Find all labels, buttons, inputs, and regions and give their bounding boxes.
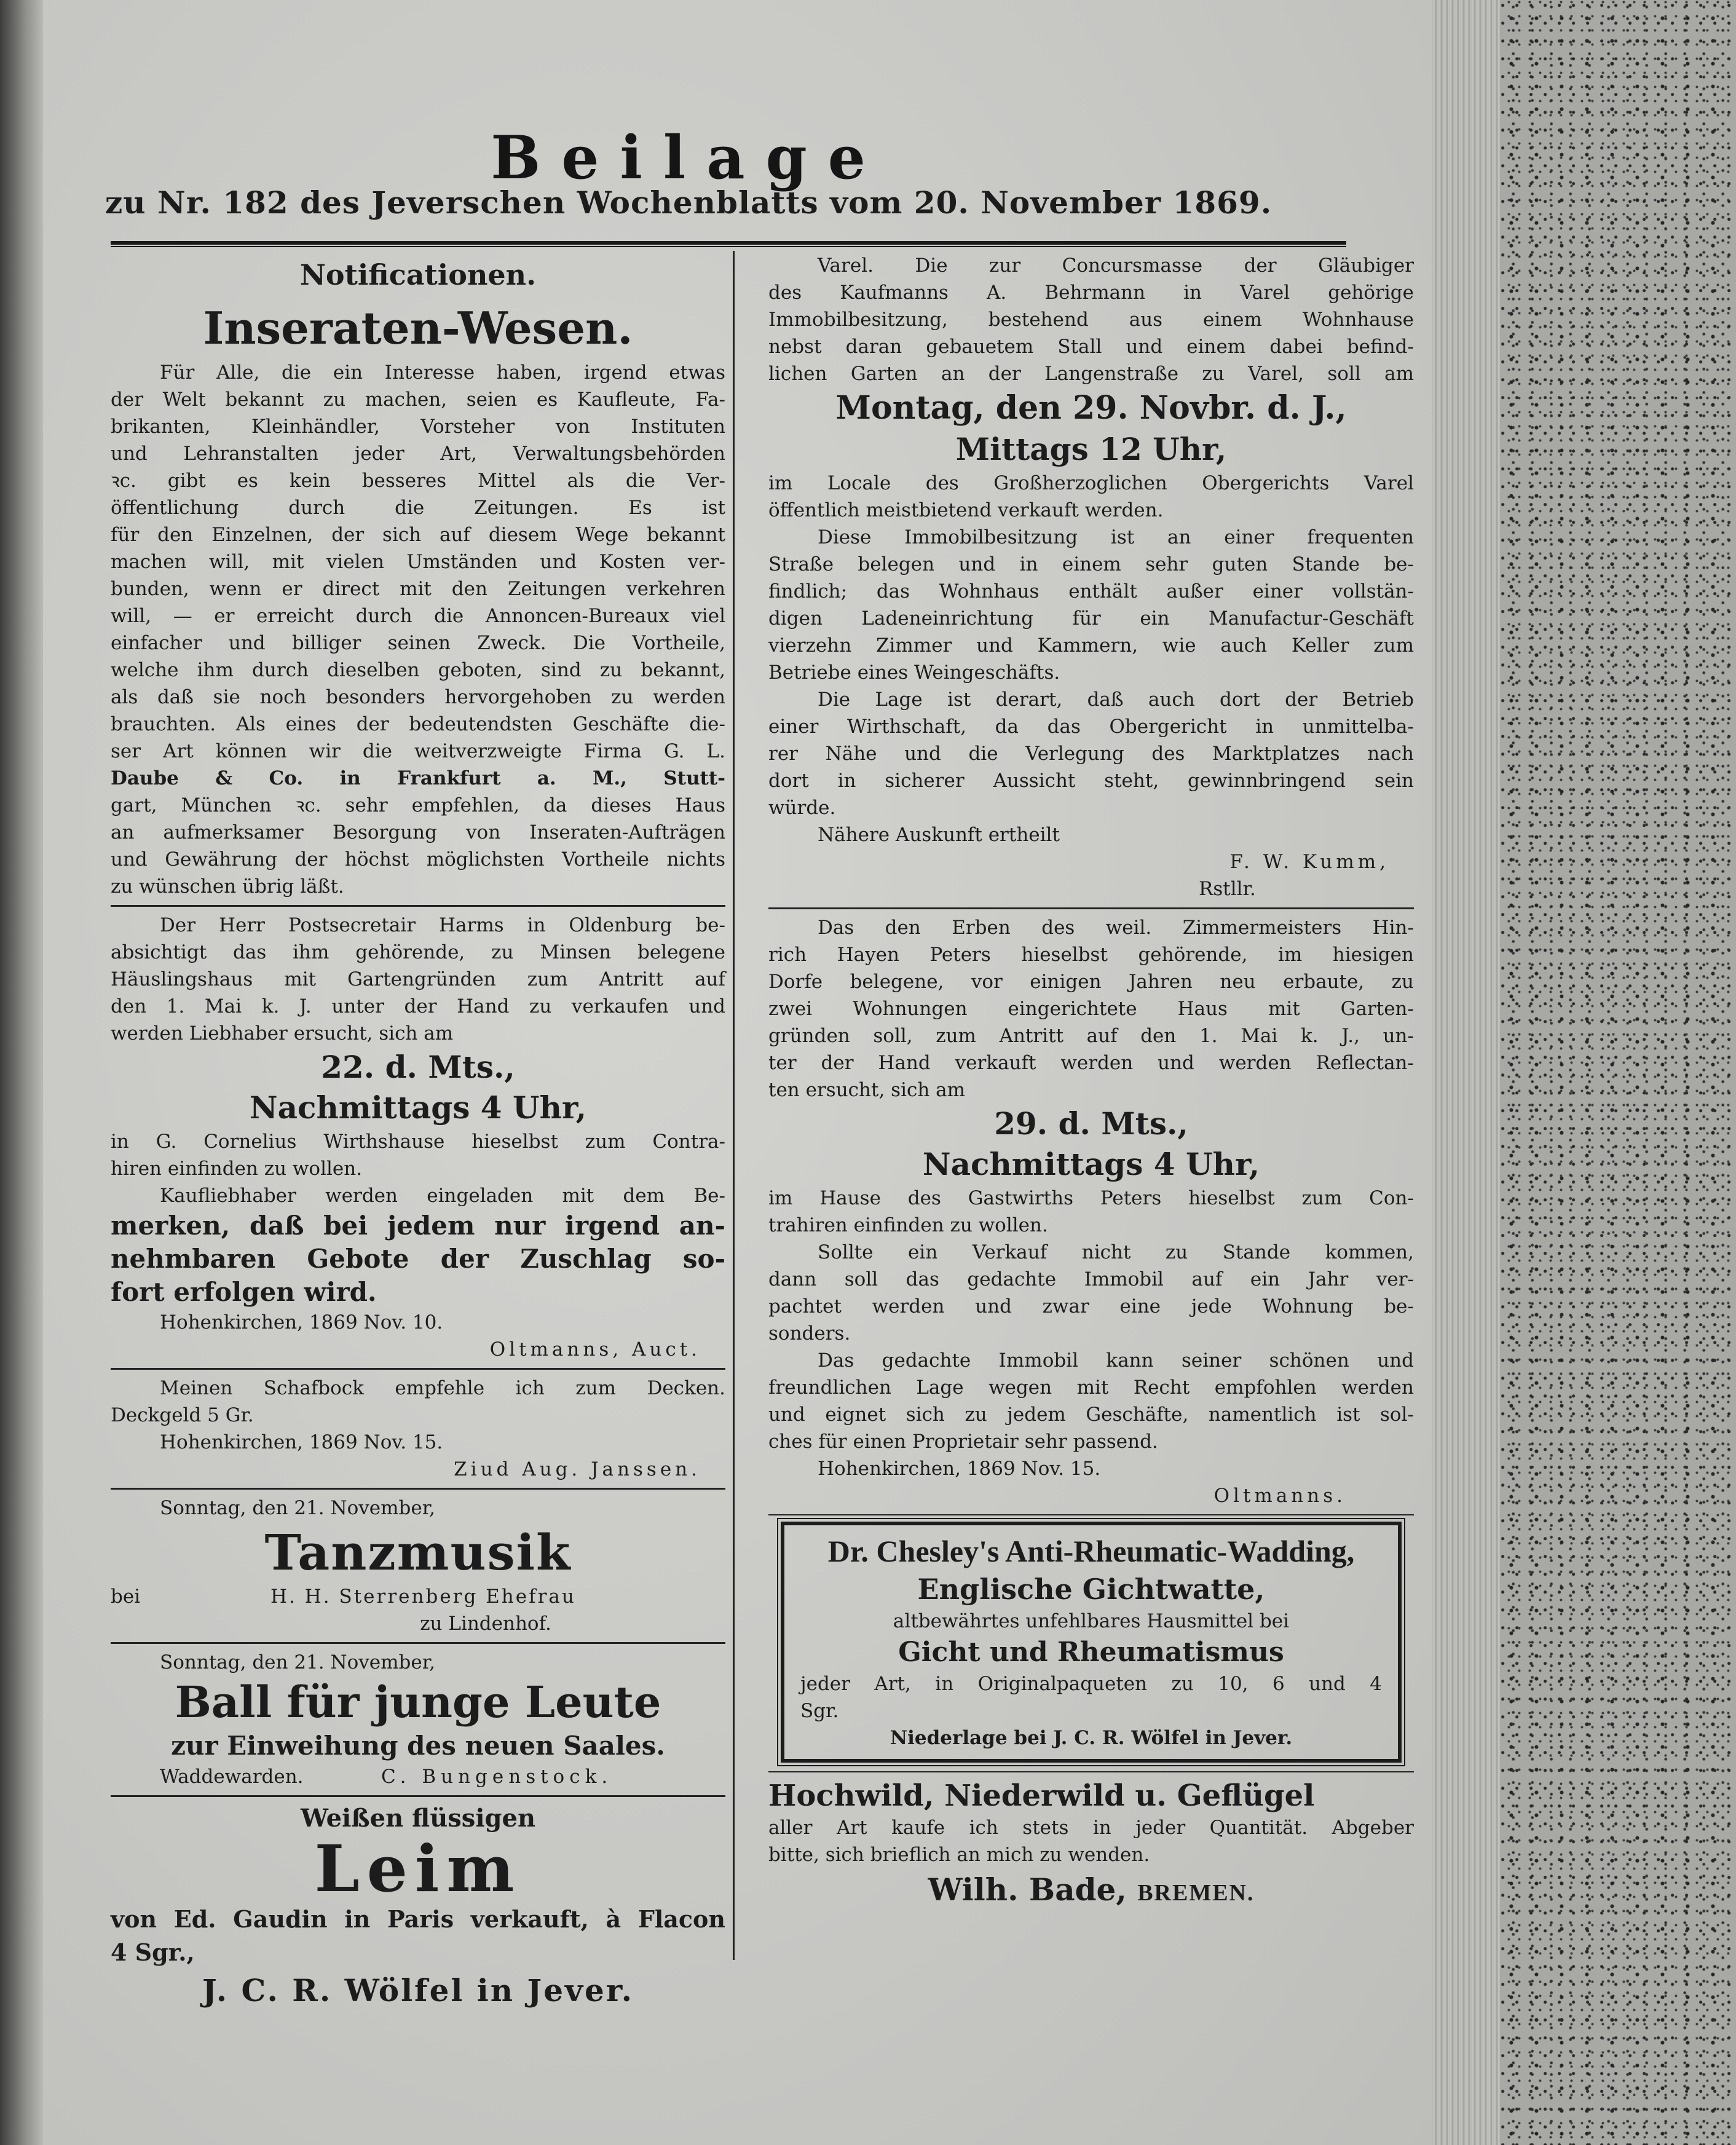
bold-line: von Ed. Gaudin in Paris verkauft, à Flacon <box>111 1905 725 1933</box>
text-line: Kaufliebhaber werden eingeladen mit dem Be- <box>160 1185 725 1207</box>
signature: F. W. Kumm, <box>1229 851 1389 873</box>
text-line: brauchten. Als eines der bedeutendsten Geschäfte die- <box>111 713 725 735</box>
text-line: und Gewährung der höchst möglichsten Vortheile nichts <box>111 848 725 871</box>
text-line: trahiren einfinden zu wollen. <box>768 1214 1048 1236</box>
dateline: Hohenkirchen, 1869 Nov. 15. <box>160 1431 443 1453</box>
text-line: brikanten, Kleinhändler, Vorsteher von Instituten <box>111 416 725 438</box>
masthead-title: Beilage <box>491 123 886 192</box>
harms-date: 22. d. Mts., <box>321 1049 515 1085</box>
chesley-depot: Niederlage bei J. C. R. Wölfel in Jever. <box>890 1727 1293 1749</box>
section-rule <box>111 905 725 907</box>
text-line: Betriebe eines Weingeschäfts. <box>768 662 1060 684</box>
text-line: ten ersucht, sich am <box>768 1079 966 1101</box>
inseraten-notice <box>111 359 725 900</box>
leim-notice <box>111 1802 725 2012</box>
text-line: altbewährtes unfehlbares Hausmittel bei <box>893 1610 1290 1632</box>
text-line: Das den Erben des weil. Zimmermeisters Hin- <box>818 917 1414 939</box>
ball-host-row <box>111 1763 725 1790</box>
notifications-heading: Notificationen. <box>299 258 537 291</box>
bold-line: merken, daß bei jedem nur irgend an- <box>111 1211 725 1241</box>
page-content <box>43 0 1432 2145</box>
harms-time: Nachmittags 4 Uhr, <box>249 1089 587 1126</box>
hochwild-title: Hochwild, Niederwild u. Geflügel <box>768 1779 1315 1813</box>
section-rule <box>111 1642 725 1644</box>
text-line: zu wünschen übrig läßt. <box>111 875 344 898</box>
bade-city: BREMEN. <box>1137 1880 1255 1906</box>
signature: Ziud Aug. Janssen. <box>454 1458 701 1480</box>
text-line: findlich; das Wohnhaus enthält außer einer vollstän- <box>768 580 1414 602</box>
varel-time: Mittags 12 Uhr, <box>955 431 1227 467</box>
bade-signature <box>768 1868 1414 1914</box>
varel-date: Montag, den 29. Novbr. d. J., <box>835 389 1347 427</box>
text-line: zwei Wohnungen eingerichtete Haus mit Garten- <box>768 998 1414 1020</box>
ball-subtitle: zur Einweihung des neuen Saales. <box>171 1731 665 1761</box>
text-line: Immobilbesitzung, bestehend aus einem Wohnhause <box>768 309 1414 331</box>
text-line: Straße belegen und in einem sehr guten Stande be- <box>768 553 1414 575</box>
chesley-subtitle: Englische Gichtwatte, <box>917 1573 1265 1606</box>
tanz-date: Sonntag, den 21. November, <box>160 1497 435 1519</box>
text-line: Daube & Co. in Frankfurt a. M., Stutt- <box>111 767 725 789</box>
chesley-gicht: Gicht und Rheumatismus <box>898 1637 1284 1668</box>
text-line: Das gedachte Immobil kann seiner schönen und <box>818 1349 1414 1372</box>
ball-host: C. Bungenstock. <box>381 1766 613 1788</box>
varel-auskunft: Nähere Auskunft ertheilt <box>818 824 1060 846</box>
text-line: Häuslingshaus mit Gartengründen zum Antritt auf <box>111 968 725 990</box>
column-divider <box>733 251 735 1960</box>
ball-notice <box>111 1649 725 1790</box>
signature: Oltmanns, Auct. <box>489 1338 701 1361</box>
text-line: öffentlich meistbietend verkauft werden. <box>768 499 1164 521</box>
bold-line: fort erfolgen wird. <box>111 1277 377 1307</box>
text-line: vierzehn Zimmer und Kammern, wie auch Keller zum <box>768 634 1414 657</box>
text-line: dann soll das gedachte Immobil auf ein Jahr ver- <box>768 1268 1414 1290</box>
ball-title: Ball für junge Leute <box>175 1677 661 1728</box>
text-line: sonders. <box>768 1322 851 1345</box>
text-line: gart, München ꝛc. sehr empfehlen, da dieses Haus <box>111 794 725 816</box>
text-line: absichtigt das ihm gehörende, zu Minsen belegene <box>111 941 725 963</box>
text-line: den 1. Mai k. J. unter der Hand zu verkaufen und <box>111 995 725 1017</box>
ball-place: Waddewarden. <box>160 1766 304 1788</box>
text-line: digen Ladeneinrichtung für ein Manufactur-Geschäft <box>768 607 1414 630</box>
text-line: Der Herr Postsecretair Harms in Oldenburg be- <box>160 914 725 936</box>
harms-notice <box>111 912 725 1363</box>
text-line: öffentlichung durch die Zeitungen. Es ist <box>111 497 725 519</box>
text-line: und eignet sich zu jedem Geschäfte, namentlich ist sol- <box>768 1404 1414 1426</box>
tanz-title: Tanzmusik <box>264 1523 572 1581</box>
text-line: und Lehranstalten jeder Art, Verwaltungsbehörden <box>111 443 725 465</box>
text-line: aller Art kaufe ich stets in jeder Quantität. Abgeber <box>768 1817 1414 1839</box>
peters-notice <box>768 914 1414 1509</box>
text-line: freundlichen Lage wegen mit Recht empfohlen werden <box>768 1377 1414 1399</box>
text-line: Diese Immobilbesitzung ist an einer frequenten <box>818 526 1414 548</box>
text-line: einfacher und billiger seinen Zweck. Die Vortheile, <box>111 632 725 654</box>
text-line: ꝛc. gibt es kein besseres Mittel als die Ver- <box>111 470 725 492</box>
hochwild-advert <box>768 1777 1414 1914</box>
text-line: Deckgeld 5 Gr. <box>111 1404 254 1426</box>
text-line: gründen soll, zum Antritt auf den 1. Mai k. J., un- <box>768 1025 1414 1047</box>
section-rule <box>111 1795 725 1797</box>
text-line: rer Nähe und die Verlegung des Marktplatzes nach <box>768 743 1414 765</box>
leim-seller: J. C. R. Wölfel in Jever. <box>202 1972 634 2009</box>
text-line: werden Liebhaber ersucht, sich am <box>111 1022 454 1045</box>
section-rule <box>768 907 1414 909</box>
text-line: nebst daran gebauetem Stall und einem dabei befind- <box>768 336 1414 358</box>
text-line: jeder Art, in Originalpaqueten zu 10, 6 und 4 <box>800 1673 1382 1695</box>
leim-title: Leim <box>314 1831 522 1906</box>
text-line: pachtet werden und zwar eine jede Wohnung be- <box>768 1295 1414 1317</box>
text-line: als daß sie noch besonders hervorgehoben zu werden <box>111 686 725 708</box>
peters-time: Nachmittags 4 Uhr, <box>922 1146 1260 1182</box>
right-column <box>768 252 1414 1914</box>
speckled-book-edge <box>1500 0 1736 2145</box>
text-line: bunden, wenn er direct mit den Zeitungen verkehren <box>111 578 725 600</box>
section-rule <box>111 1488 725 1490</box>
text-line: ter der Hand verkauft werden und werden Reflectan- <box>768 1052 1414 1074</box>
text-line: Sgr. <box>800 1700 839 1722</box>
text-line: bitte, sich brieflich an mich zu wenden. <box>768 1844 1150 1866</box>
text-line: Sollte ein Verkauf nicht zu Stande kommen, <box>818 1241 1414 1263</box>
text-line: des Kaufmanns A. Behrmann in Varel gehörige <box>768 282 1414 304</box>
page-stack-edge <box>1432 0 1500 2145</box>
chesley-advert <box>781 1522 1402 1763</box>
varel-signer-title: Rstllr. <box>1199 878 1256 900</box>
leim-pre: Weißen flüssigen <box>300 1804 536 1833</box>
varel-notice <box>768 252 1414 903</box>
text-line: an aufmerksamer Besorgung von Inseraten-Aufträgen <box>111 821 725 843</box>
dateline: Hohenkirchen, 1869 Nov. 15. <box>818 1458 1101 1480</box>
text-line: einer Wirthschaft, da das Obergericht in unmittelba- <box>768 716 1414 738</box>
text-line: in G. Cornelius Wirthshause hieselbst zum Contra- <box>111 1131 725 1153</box>
text-line: der Welt bekannt zu machen, seien es Kaufleute, Fa- <box>111 389 725 411</box>
section-rule <box>768 1771 1414 1772</box>
signature: Oltmanns. <box>1213 1485 1346 1507</box>
text-line: für den Einzelnen, der sich auf diesem Wege bekannt <box>111 524 725 546</box>
section-rule <box>111 1368 725 1370</box>
text-line: Varel. Die zur Concursmasse der Gläubiger <box>818 255 1414 277</box>
text-line: will, — er erreicht durch die Annoncen-Bureaux viel <box>111 605 725 627</box>
bold-line: 4 Sgr., <box>111 1938 195 1966</box>
inseraten-heading: Inseraten-Wesen. <box>203 302 633 354</box>
text-line: Dorfe belegene, vor einigen Jahren neu erbaute, zu <box>768 971 1414 993</box>
dateline: Hohenkirchen, 1869 Nov. 10. <box>160 1311 443 1333</box>
text-line: hiren einfinden zu wollen. <box>111 1158 363 1180</box>
text-line: Die Lage ist derart, daß auch dort der Betrieb <box>818 689 1414 711</box>
schafbock-notice <box>111 1375 725 1483</box>
text-line: im Hause des Gastwirths Peters hieselbst zum Con- <box>768 1187 1414 1209</box>
section-rule <box>768 1514 1414 1515</box>
left-column <box>111 252 725 2012</box>
text-line: welche ihm durch dieselben geboten, sind zu bekannt, <box>111 659 725 681</box>
text-line: ser Art können wir die weitverzweigte Firma G. L. <box>111 740 725 762</box>
masthead-subtitle: zu Nr. 182 des Jeverschen Wochenblatts vom 20. November 1869. <box>105 184 1272 221</box>
text-line: Meinen Schafbock empfehle ich zum Decken. <box>160 1377 725 1399</box>
tanz-bei: bei <box>111 1586 141 1608</box>
chesley-title: Dr. Chesley's Anti-Rheumatic-Wadding, <box>827 1534 1355 1568</box>
tanzmusik-notice <box>111 1495 725 1637</box>
bade-name: Wilh. Bade, <box>928 1871 1127 1908</box>
text-line: lichen Garten an der Langenstraße zu Varel, soll am <box>768 363 1414 385</box>
text-line: machen will, mit vielen Umständen und Kosten ver- <box>111 551 725 573</box>
peters-date: 29. d. Mts., <box>994 1105 1188 1142</box>
text-line: Für Alle, die ein Interesse haben, irgend etwas <box>160 361 725 384</box>
tanz-host-row <box>111 1583 725 1610</box>
text-line: dort in sicherer Aussicht steht, gewinnbringend sein <box>768 770 1414 792</box>
text-line: würde. <box>768 797 836 819</box>
text-line: im Locale des Großherzoglichen Obergerichts Varel <box>768 472 1414 494</box>
tanz-place: zu Lindenhof. <box>420 1613 551 1635</box>
masthead-rule <box>111 241 1346 247</box>
text-line: ches für einen Proprietair sehr passend. <box>768 1431 1158 1453</box>
ball-date: Sonntag, den 21. November, <box>160 1651 435 1673</box>
scan-left-gutter <box>0 0 43 2145</box>
text-line: rich Hayen Peters hieselbst gehörende, im hiesigen <box>768 944 1414 966</box>
bold-line: nehmbaren Gebote der Zuschlag so- <box>111 1244 725 1274</box>
tanz-host: H. H. Sterrenberg Ehefrau <box>270 1586 576 1608</box>
